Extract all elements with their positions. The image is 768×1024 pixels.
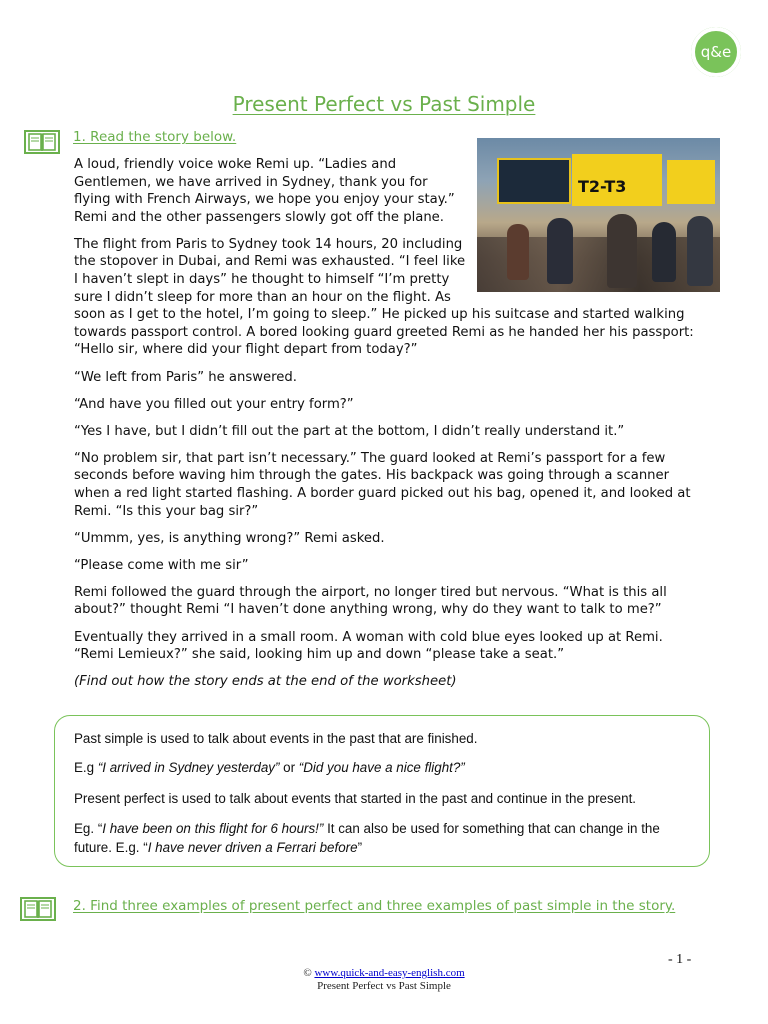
footer-link-line — [0, 967, 768, 979]
past-simple-example — [74, 758, 465, 777]
terminal-sign-text: T2-T3 — [578, 177, 627, 196]
airport-photo — [477, 138, 720, 292]
example-connector: or — [279, 760, 299, 775]
traveler — [687, 216, 713, 286]
page-number: - 1 - — [668, 952, 692, 967]
grammar-explanation-box — [54, 715, 710, 867]
story-paragraph: “Please come with me sir” — [74, 557, 249, 573]
story-ending-note: (Find out how the story ends at the end of the worksheet) — [74, 674, 457, 690]
traveler — [607, 214, 637, 288]
present-perfect-rule: Present perfect is used to talk about events that started in the past and continue in the present. — [74, 791, 637, 806]
past-simple-rule: Past simple is used to talk about events in the past that are finished. — [74, 731, 478, 746]
example-sentence: I have never driven a Ferrari before — [147, 840, 358, 855]
footer-subtitle: Present Perfect vs Past Simple — [317, 980, 451, 992]
logo-text: q&e — [693, 29, 739, 75]
departures-sign — [497, 158, 571, 204]
story-paragraph: “And have you filled out your entry form?” — [74, 396, 354, 412]
website-link[interactable]: www.quick-and-easy-english.com — [314, 967, 465, 979]
story-paragraph: “Yes I have, but I didn’t fill out the part at the bottom, I didn’t really understand it.” — [74, 423, 625, 439]
example-sentence: “Did you have a nice flight?” — [298, 760, 465, 775]
story-paragraph: Eventually they arrived in a small room. A woman with cold blue eyes looked up at Remi. “Remi Lemieux?” she said, looking him up and down “please take a seat.” — [74, 629, 663, 663]
story-paragraph: The flight from Paris to Sydney took 14 hours, 20 including the stopover in Dubai, and Remi was exhausted. “I feel like I haven’t slept in days” he thought to himself “I’m pretty sure I didn’t sleep for more than an hour on the flight. As soon as I get to the hotel, I’m going to sleep.” He picked up his suitcase and started walking towards passport control. A bored looking guard greeted Remi as he handed her his passport: “Hello sir, where did your flight depart from today?” — [74, 236, 694, 358]
example-suffix: ” — [357, 840, 363, 855]
example-prefix: Eg. “ — [74, 821, 103, 836]
story-text — [74, 156, 704, 700]
section-2-heading: 2. Find three examples of present perfect and three examples of past simple in the story. — [73, 898, 676, 914]
arrivals-sign — [667, 160, 715, 204]
terminal-sign — [572, 154, 662, 206]
story-paragraph: A loud, friendly voice woke Remi up. “Ladies and Gentlemen, we have arrived in Sydney, thank you for flying with French Airways, we hope you enjoy your stay.” Remi and the other passengers slowly got off the plane. — [74, 157, 455, 225]
story-paragraph: “No problem sir, that part isn’t necessary.” The guard looked at Remi’s passport for a few seconds before waving him through the gates. His backpack was going through a scanner when a red light started flashing. A border guard picked out his bag, opened it, and looked at Remi. “Is this your bag sir?” — [74, 450, 691, 519]
present-perfect-example — [74, 819, 660, 838]
copyright-symbol: © — [303, 967, 315, 979]
example-sentence: I have been on this flight for 6 hours!” — [102, 821, 324, 836]
story-paragraph: “Ummm, yes, is anything wrong?” Remi asked. — [74, 530, 385, 546]
traveler — [507, 224, 529, 280]
qe-logo — [691, 27, 741, 77]
example-prefix: E.g — [74, 760, 98, 775]
traveler — [652, 222, 676, 282]
example-prefix: future. E.g. “ — [74, 840, 148, 855]
book-icon — [20, 896, 56, 922]
story-paragraph: Remi followed the guard through the airport, no longer tired but nervous. “What is this all about?” thought Remi “I haven’t done anything wrong, why do they want to talk to me?” — [74, 584, 667, 618]
page-title: Present Perfect vs Past Simple — [232, 92, 536, 116]
book-icon — [24, 129, 60, 155]
present-perfect-example-2 — [74, 838, 362, 857]
story-paragraph: “We left from Paris” he answered. — [74, 369, 297, 385]
traveler — [547, 218, 573, 284]
section-1-heading: 1. Read the story below. — [73, 129, 237, 145]
example-sentence: “I arrived in Sydney yesterday” — [97, 760, 280, 775]
example-continuation: It can also be used for something that can change in the — [323, 821, 660, 836]
